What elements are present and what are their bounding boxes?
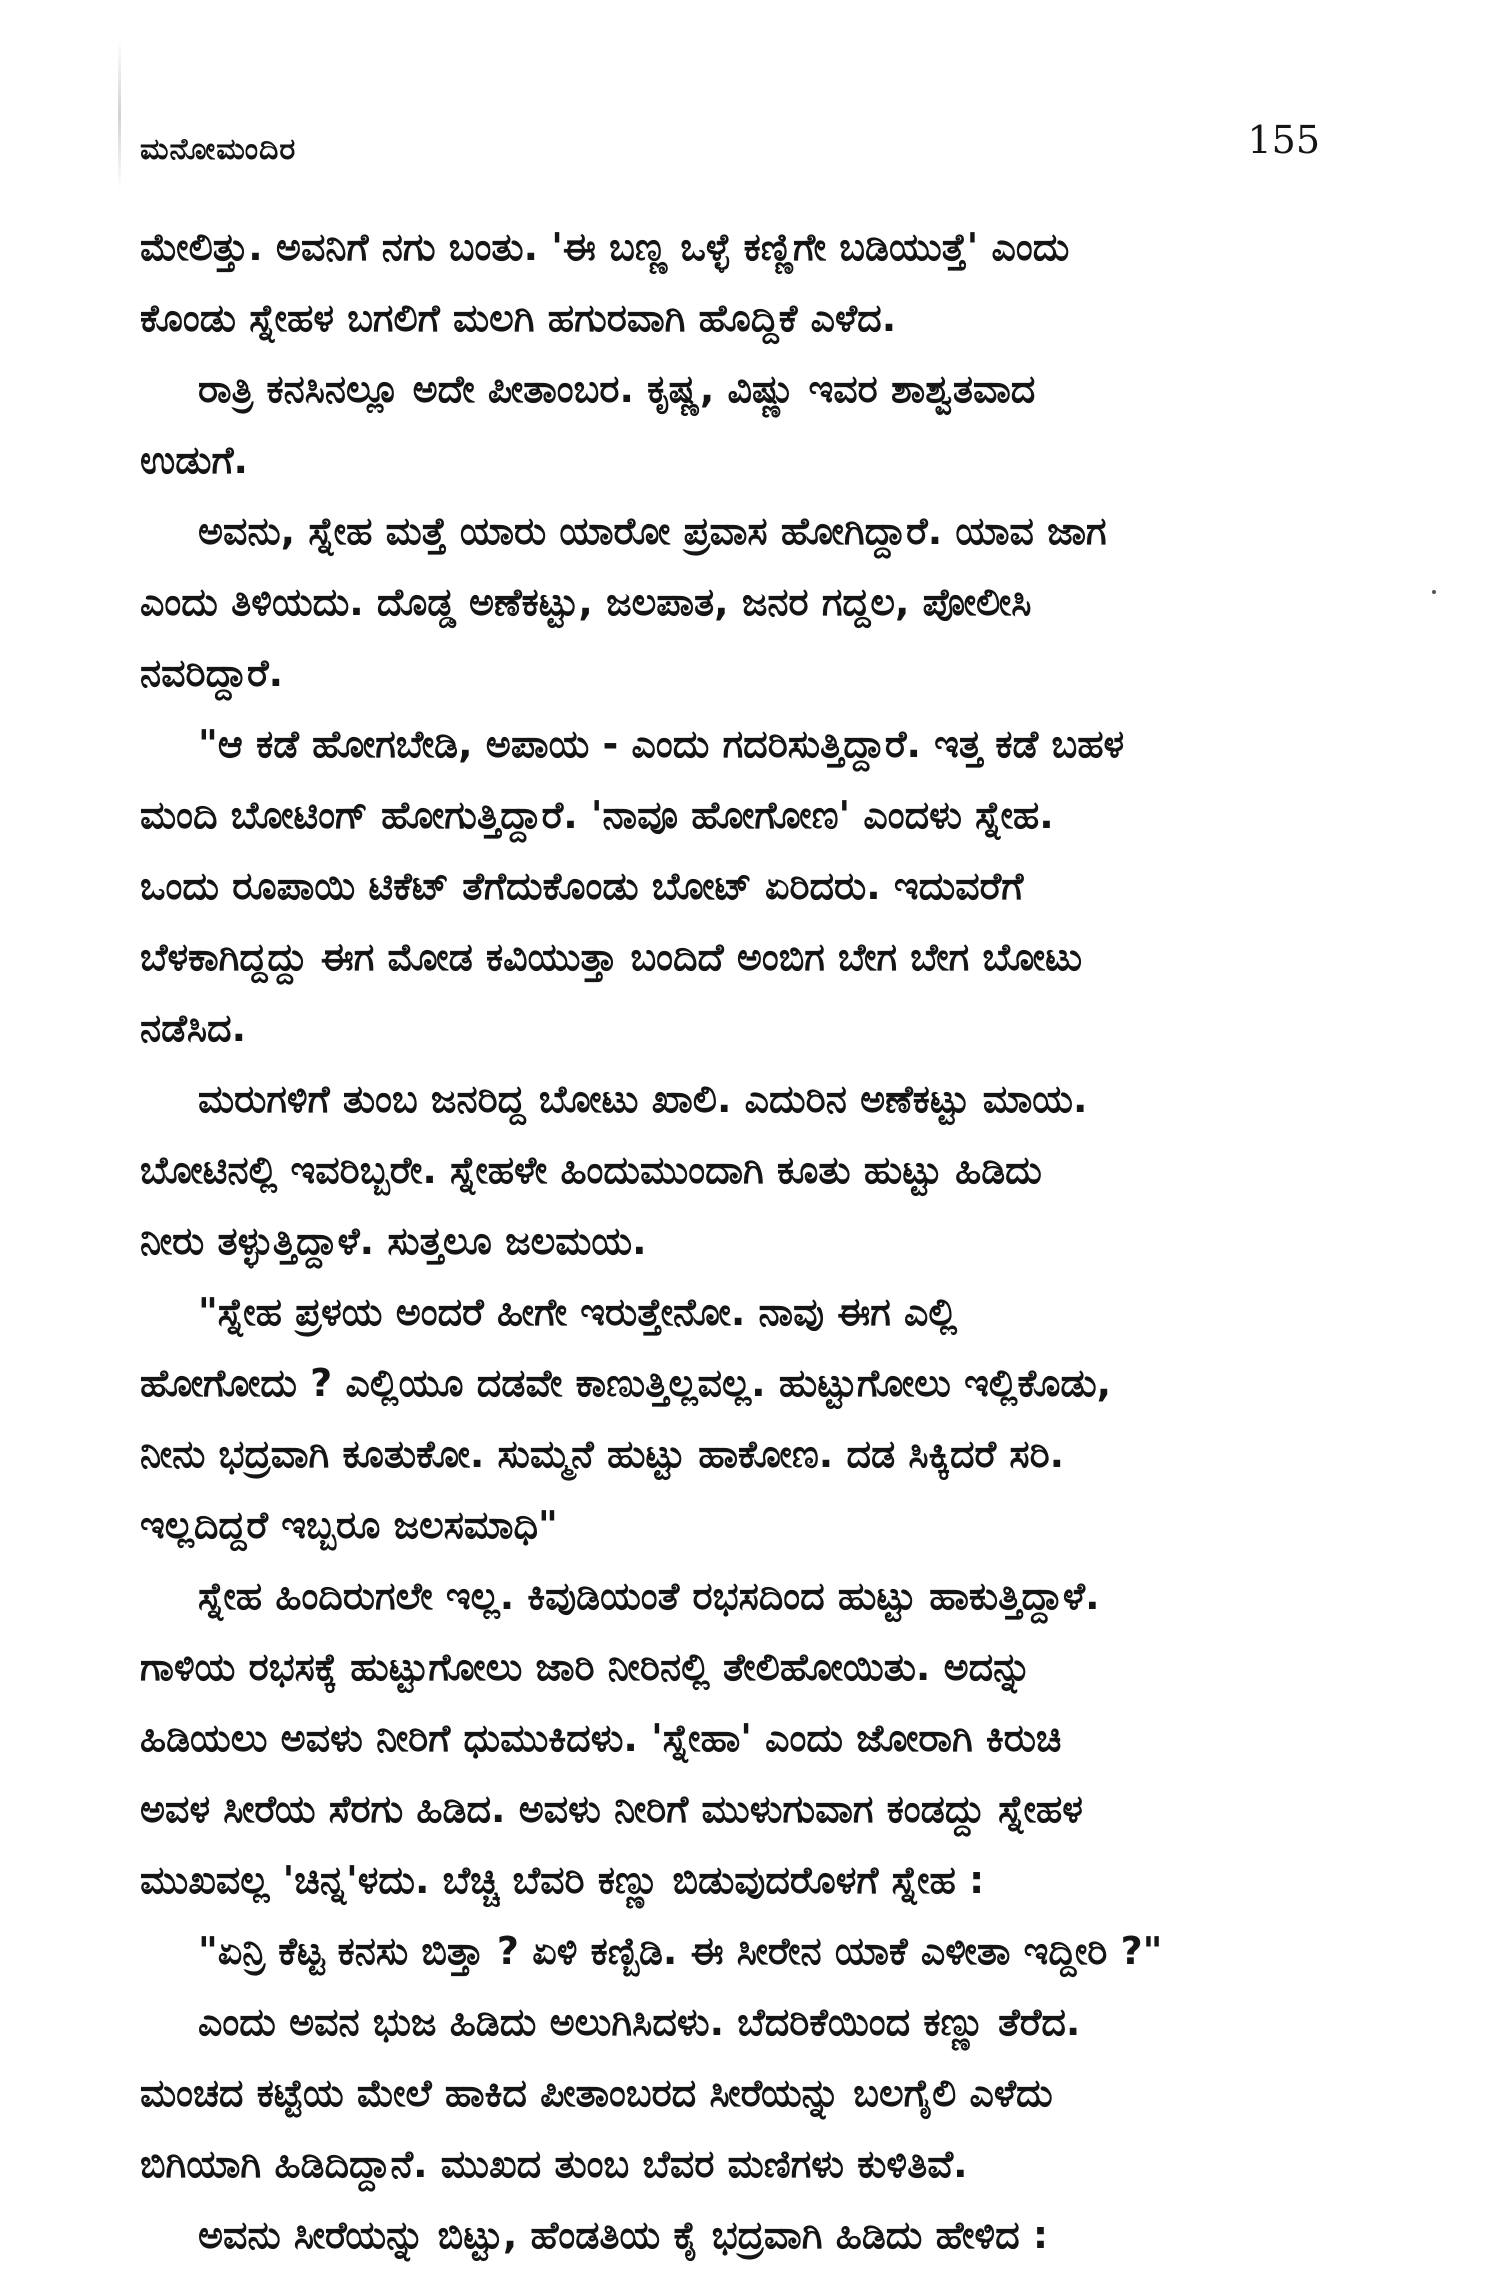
text-line: ಗಾಳಿಯ ರಭಸಕ್ಕೆ ಹುಟ್ಟುಗೋಲು ಜಾರಿ ನೀರಿನಲ್ಲಿ ತೇಲಿಹೋಯಿತು. ಅದನ್ನು [140, 1645, 1032, 1689]
text-line: ನೀನು ಭದ್ರವಾಗಿ ಕೂತುಕೋ. ಸುಮ್ಮನೆ ಹುಟ್ಟು ಹಾಕೋಣ. ದಡ ಸಿಕ್ಕಿದರೆ ಸರಿ. [140, 1432, 1065, 1476]
text-line: "ಆ ಕಡೆ ಹೋಗಬೇಡಿ, ಅಪಾಯ - ಎಂದು ಗದರಿಸುತ್ತಿದ್ದಾರೆ. ಇತ್ತ ಕಡೆ ಬಹಳ [198, 722, 1125, 766]
text-line: ಉಡುಗೆ. [140, 438, 248, 482]
binding-shadow [118, 40, 121, 190]
body-text [140, 212, 1320, 2271]
text-line: ಬಿಗಿಯಾಗಿ ಹಿಡಿದಿದ್ದಾನೆ. ಮುಖದ ತುಂಬ ಬೆವರ ಮಣಿಗಳು ಕುಳಿತಿವೆ. [140, 2142, 968, 2186]
text-line: ಒಂದು ರೂಪಾಯಿ ಟಿಕೆಟ್ ತೆಗೆದುಕೊಂಡು ಬೋಟ್ ಏರಿದರು. ಇದುವರೆಗೆ [140, 864, 1024, 908]
text-line: ಹಿಡಿಯಲು ಅವಳು ನೀರಿಗೆ ಧುಮುಕಿದಳು. 'ಸ್ನೇಹಾ' ಎಂದು ಜೋರಾಗಿ ಕಿರುಚಿ [140, 1716, 1062, 1760]
text-line: ಮರುಗಳಿಗೆ ತುಂಬ ಜನರಿದ್ದ ಬೋಟು ಖಾಲಿ. ಎದುರಿನ ಅಣೆಕಟ್ಟು ಮಾಯ. [198, 1077, 1088, 1121]
text-line: ಮಂದಿ ಬೋಟಿಂಗ್ ಹೋಗುತ್ತಿದ್ದಾರೆ. 'ನಾವೂ ಹೋಗೋಣ' ಎಂದಳು ಸ್ನೇಹ. [140, 793, 1054, 837]
text-line: ಎಂದು ಅವನ ಭುಜ ಹಿಡಿದು ಅಲುಗಿಸಿದಳು. ಬೆದರಿಕೆಯಿಂದ ಕಣ್ಣು ತೆರೆದ. [198, 2000, 1081, 2044]
text-line: "ಸ್ನೇಹ ಪ್ರಳಯ ಅಂದರೆ ಹೀಗೇ ಇರುತ್ತೇನೋ. ನಾವು ಈಗ ಎಲ್ಲಿ [198, 1290, 958, 1334]
text-line: ನವರಿದ್ದಾರೆ. [140, 651, 284, 695]
text-line: ಇಲ್ಲದಿದ್ದರೆ ಇಬ್ಬರೂ ಜಲಸಮಾಧಿ" [140, 1503, 558, 1547]
text-line: ಬೋಟಿನಲ್ಲಿ ಇವರಿಬ್ಬರೇ. ಸ್ನೇಹಳೇ ಹಿಂದುಮುಂದಾಗಿ ಕೂತು ಹುಟ್ಟು ಹಿಡಿದು [140, 1148, 1042, 1192]
scan-speck [1432, 590, 1436, 594]
text-line: ನೀರು ತಳ್ಳುತ್ತಿದ್ದಾಳೆ. ಸುತ್ತಲೂ ಜಲಮಯ. [140, 1219, 647, 1263]
text-line: ಅವಳ ಸೀರೆಯ ಸೆರಗು ಹಿಡಿದ. ಅವಳು ನೀರಿಗೆ ಮುಳುಗುವಾಗ ಕಂಡದ್ದು ಸ್ನೇಹಳ [140, 1787, 1083, 1831]
text-line: ಬೆಳಕಾಗಿದ್ದದ್ದು ಈಗ ಮೋಡ ಕವಿಯುತ್ತಾ ಬಂದಿದೆ ಅಂಬಿಗ ಬೇಗ ಬೇಗ ಬೋಟು [140, 935, 1083, 979]
text-line: ಸ್ನೇಹ ಹಿಂದಿರುಗಲೇ ಇಲ್ಲ. ಕಿವುಡಿಯಂತೆ ರಭಸದಿಂದ ಹುಟ್ಟು ಹಾಕುತ್ತಿದ್ದಾಳೆ. [198, 1574, 1100, 1618]
text-line: ಕೊಂಡು ಸ್ನೇಹಳ ಬಗಲಿಗೆ ಮಲಗಿ ಹಗುರವಾಗಿ ಹೊದ್ದಿಕೆ ಎಳೆದ. [140, 296, 897, 340]
running-title: ಮನೋಮಂದಿರ [140, 132, 297, 167]
text-line: ಹೋಗೋದು ? ಎಲ್ಲಿಯೂ ದಡವೇ ಕಾಣುತ್ತಿಲ್ಲವಲ್ಲ. ಹುಟ್ಟುಗೋಲು ಇಲ್ಲಿಕೊಡು, [140, 1361, 1112, 1405]
text-line: ಮಂಚದ ಕಟ್ಟೆಯ ಮೇಲೆ ಹಾಕಿದ ಪೀತಾಂಬರದ ಸೀರೆಯನ್ನು ಬಲಗೈಲಿ ಎಳೆದು [140, 2071, 1053, 2115]
text-line: ಎಂದು ತಿಳಿಯದು. ದೊಡ್ಡ ಅಣೆಕಟ್ಟು, ಜಲಪಾತ, ಜನರ ಗದ್ದಲ, ಪೋಲೀಸಿ [140, 580, 1032, 624]
page-number: 155 [1247, 118, 1320, 162]
text-line: ರಾತ್ರಿ ಕನಸಿನಲ್ಲೂ ಅದೇ ಪೀತಾಂಬರ. ಕೃಷ್ಣ, ವಿಷ್ಣು ಇವರ ಶಾಶ್ವತವಾದ [198, 367, 1036, 411]
text-line: ಅವನು, ಸ್ನೇಹ ಮತ್ತೆ ಯಾರು ಯಾರೋ ಪ್ರವಾಸ ಹೋಗಿದ್ದಾರೆ. ಯಾವ ಜಾಗ [198, 509, 1107, 553]
text-line: ಅವನು ಸೀರೆಯನ್ನು ಬಿಟ್ಟು, ಹೆಂಡತಿಯ ಕೈ ಭದ್ರವಾಗಿ ಹಿಡಿದು ಹೇಳಿದ : [198, 2213, 1049, 2257]
text-line: ಮುಖವಲ್ಲ 'ಚಿನ್ನ'ಳದು. ಬೆಚ್ಚಿ ಬೆವರಿ ಕಣ್ಣು ಬಿಡುವುದರೊಳಗೆ ಸ್ನೇಹ : [140, 1858, 985, 1902]
text-line: ನಡೆಸಿದ. [140, 1006, 247, 1050]
text-line: ಮೇಲಿತ್ತು. ಅವನಿಗೆ ನಗು ಬಂತು. 'ಈ ಬಣ್ಣ ಒಳ್ಳೆ ಕಣ್ಣಿಗೇ ಬಡಿಯುತ್ತೆ' ಎಂದು [140, 225, 1070, 269]
text-line: "ಏನ್ರಿ ಕೆಟ್ಟ ಕನಸು ಬಿತ್ತಾ ? ಏಳಿ ಕಣ್ಬಿಡಿ. ಈ ಸೀರೇನ ಯಾಕೆ ಎಳೀತಾ ಇದ್ದೀರಿ ?" [198, 1929, 1163, 1973]
